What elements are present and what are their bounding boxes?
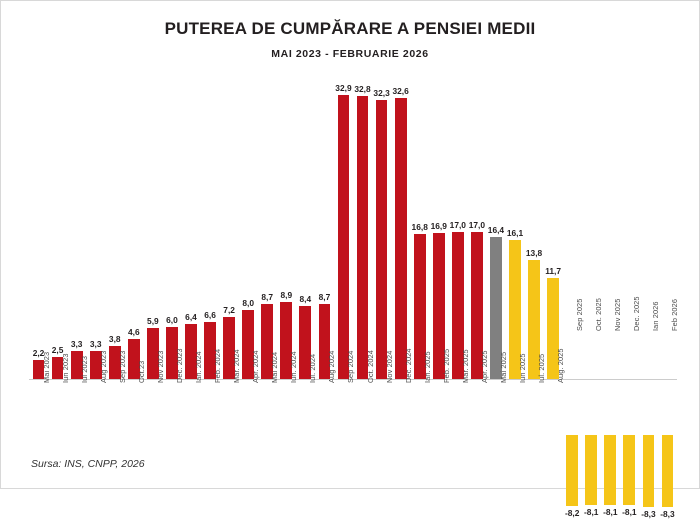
x-axis-tick-label: Aug 2023 <box>98 350 108 383</box>
bar-column <box>373 79 394 434</box>
bar-column <box>261 79 280 434</box>
x-axis-tick-label: Oct.23 <box>136 360 146 383</box>
x-axis-tick-label: Ian 2026 <box>651 301 661 331</box>
bar-value-label: 32,8 <box>354 83 371 94</box>
bar-column <box>449 79 470 434</box>
source-note: Sursa: INS, CNPP, 2026 <box>31 458 145 470</box>
bar-value-label: 2,2 <box>32 348 45 358</box>
x-axis-tick-label: Oct. 2024 <box>365 350 375 383</box>
bar-column <box>354 79 375 434</box>
bar-value-label: 8,0 <box>242 297 254 308</box>
bar-value-label: 8,7 <box>261 291 274 302</box>
bar-column <box>660 79 680 519</box>
x-axis-tick-label: Nov 2025 <box>613 298 623 331</box>
bar-column <box>430 79 451 434</box>
x-axis-tick-label: Aug 2024 <box>327 350 337 383</box>
x-axis-tick-label: Iul. 2025 <box>537 353 547 383</box>
bar-column <box>166 79 184 434</box>
bar <box>623 435 635 505</box>
bar-column <box>487 79 508 434</box>
page-subtitle: MAI 2023 - FEBRUARIE 2026 <box>271 48 429 60</box>
bar-column <box>468 79 489 434</box>
x-axis-tick-label: Ian. 2025 <box>422 351 432 383</box>
x-axis-tick-label: Dec. 2024 <box>403 348 413 383</box>
bar-column <box>185 79 203 434</box>
x-axis-tick-label: Iun 2025 <box>517 353 527 383</box>
bar-column <box>584 79 604 517</box>
x-axis-tick-label: Ian. 2024 <box>193 351 203 383</box>
bar-column <box>127 79 146 434</box>
x-axis-tick-label: Apr. 2025 <box>479 350 489 383</box>
x-axis-tick-label: Aug. 2025 <box>556 348 566 383</box>
x-axis-tick-label: Feb 2026 <box>670 298 680 331</box>
x-axis-tick-label: Oct. 2025 <box>594 298 604 331</box>
bar-value-label: 16,8 <box>411 221 428 232</box>
bar-value-label: 7,2 <box>223 304 235 315</box>
x-axis-tick-label: Feb. 2024 <box>213 348 223 383</box>
bar-value-label: 8,9 <box>280 290 293 301</box>
x-axis-tick-label: Mar. 2025 <box>460 349 470 383</box>
bar-value-label: 6,6 <box>204 310 216 321</box>
bar-column <box>318 79 337 434</box>
x-axis-tick-label: Dec. 2025 <box>632 296 642 331</box>
bar-column <box>89 79 108 434</box>
bar-value-label: 32,6 <box>392 85 409 96</box>
x-axis-tick-label: Feb. 2025 <box>441 348 451 383</box>
bar-column <box>392 79 413 434</box>
bar-value-label: 3,3 <box>89 338 102 349</box>
bar <box>357 96 369 379</box>
bar-column <box>147 79 165 434</box>
bar <box>376 100 388 379</box>
bar-column <box>603 79 623 517</box>
x-axis-tick-label: Sep 2024 <box>346 350 356 383</box>
bar-value-label: 13,8 <box>525 247 543 258</box>
bar-column <box>525 79 547 434</box>
bar-column <box>299 79 318 434</box>
x-axis-tick-label: Mai 2024 <box>270 351 280 383</box>
bar-column <box>223 79 242 434</box>
bar <box>338 95 350 379</box>
bar-value-label: 17,0 <box>449 220 466 231</box>
bar <box>643 435 655 507</box>
x-axis-tick-label: Mar. 2024 <box>232 349 242 383</box>
bar-value-label: 3,3 <box>70 338 83 349</box>
bar-column <box>411 79 432 434</box>
bar-value-label: -8,3 <box>660 508 675 519</box>
bar-column <box>545 79 566 434</box>
x-axis-tick-label: Iul 2023 <box>79 355 89 383</box>
bar-value-label: -8,3 <box>641 508 656 519</box>
bar-value-label: 4,6 <box>127 327 140 338</box>
bar-column <box>108 79 127 434</box>
x-axis-tick-label: Iul. 2024 <box>308 353 318 383</box>
bar-column <box>280 79 299 434</box>
bar-value-label: 17,0 <box>468 220 486 231</box>
bar <box>566 435 578 506</box>
bar-value-label: -8,1 <box>584 506 599 517</box>
x-axis-tick-label: Iun 2023 <box>60 353 70 383</box>
bar <box>585 435 597 505</box>
x-axis-tick-label: Mai 2025 <box>498 351 508 383</box>
x-axis-tick-label: Nov 2023 <box>155 350 165 383</box>
bar-column <box>564 79 585 518</box>
bar <box>604 435 616 505</box>
bar-value-label: 5,9 <box>147 316 159 327</box>
bar-value-label: -8,1 <box>603 506 618 517</box>
bar-value-label: 6,4 <box>185 311 197 322</box>
bar-value-label: 8,4 <box>299 294 312 305</box>
bar-column <box>70 79 89 434</box>
bar-column <box>32 79 51 434</box>
bar-value-label: 3,8 <box>108 334 121 345</box>
bar <box>662 435 674 507</box>
bar-value-label: -8,2 <box>564 507 580 518</box>
bar-value-label: 8,7 <box>318 291 331 302</box>
x-axis-tick-label: Mai 2023 <box>41 351 51 383</box>
bar-value-label: 32,3 <box>373 88 390 99</box>
bar-value-label: 11,7 <box>545 266 562 276</box>
bar-value-label: 2,5 <box>51 345 64 356</box>
page-title: PUTEREA DE CUMPĂRARE A PENSIEI MEDII <box>164 19 536 38</box>
bar-column <box>51 79 70 434</box>
bar-value-label: 6,0 <box>166 315 178 326</box>
bar-column <box>242 79 261 434</box>
bar-value-label: 16,9 <box>430 221 447 232</box>
bar-column <box>641 79 661 519</box>
x-axis-tick-label: Iun. 2024 <box>289 351 299 383</box>
x-axis-tick-label: Apr. 2024 <box>251 350 261 383</box>
bar-value-label: 32,9 <box>335 83 352 93</box>
x-axis-tick-label: Sep 2025 <box>575 298 585 331</box>
x-axis-tick-label: Dec. 2023 <box>174 348 184 383</box>
bar-column <box>622 79 642 517</box>
x-axis-tick-label: Sep 2023 <box>117 350 127 383</box>
bar-column <box>335 79 356 434</box>
bar-value-label: -8,1 <box>622 506 637 517</box>
bar-column <box>204 79 223 434</box>
bar-value-label: 16,4 <box>487 225 505 236</box>
x-axis-tick-label: Nov 2024 <box>384 350 394 383</box>
bar <box>395 98 407 379</box>
bar-value-label: 16,1 <box>506 228 524 239</box>
